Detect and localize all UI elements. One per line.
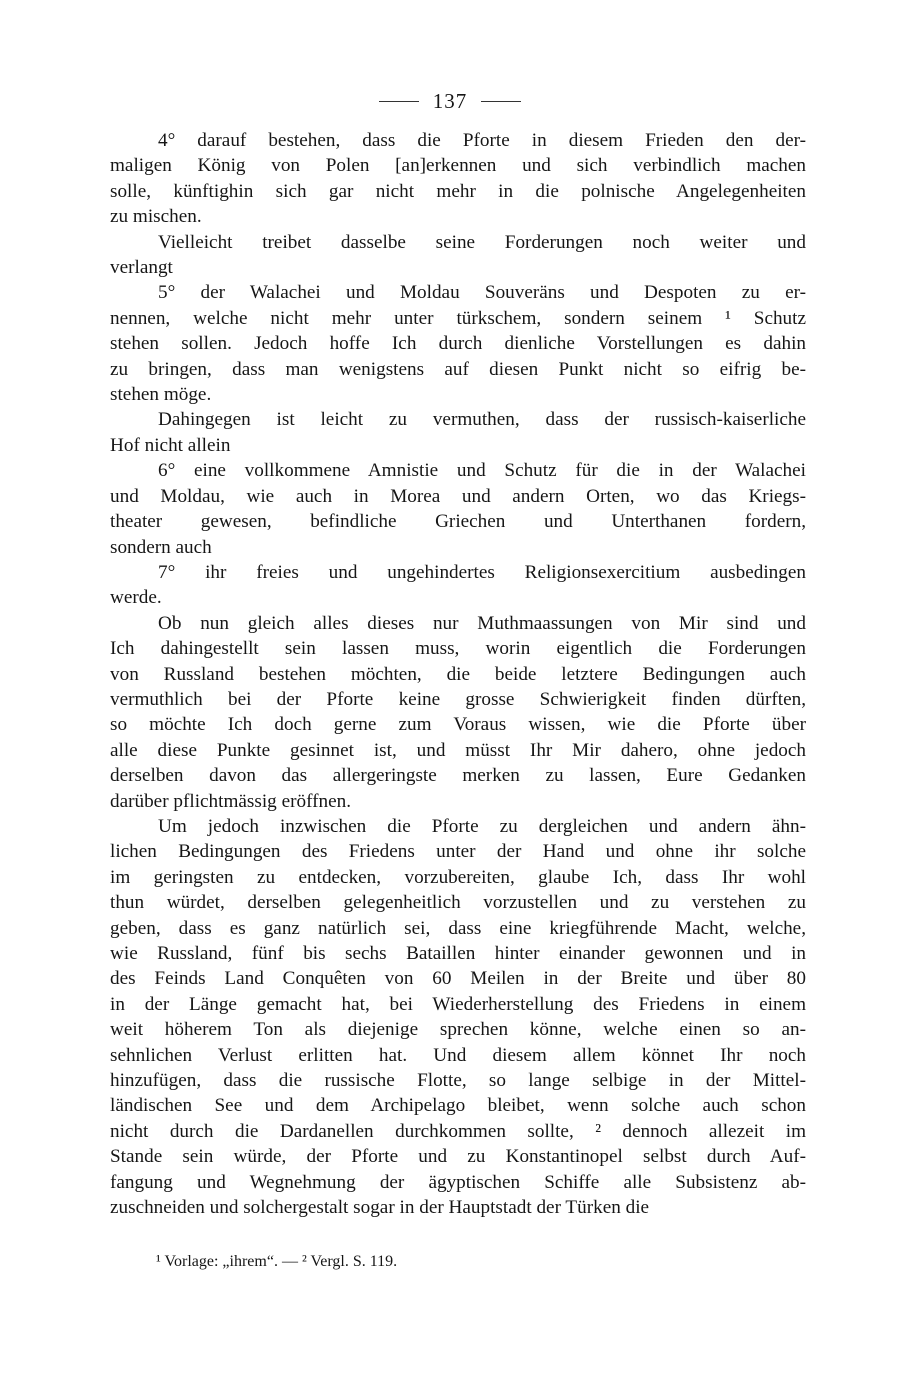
text-line: theater gewesen, befindliche Griechen und Unterthanen fordern, [110, 511, 806, 533]
text-line: Um jedoch inzwischen die Pforte zu dergleichen und andern ähn- [158, 815, 806, 837]
text-line: stehen möge. [110, 384, 212, 406]
paragraph [110, 407, 806, 458]
text-line: sehnlichen Verlust erlitten hat. Und diesem allem könnet Ihr noch [110, 1044, 806, 1066]
text-line: alle diese Punkte gesinnet ist, und müsst Ihr Mir dahero, ohne jedoch [110, 739, 806, 761]
text-line: darüber pflichtmässig eröffnen. [110, 790, 352, 812]
text-line: derselben davon das allergeringste merken zu lassen, Eure Gedanken [110, 765, 806, 787]
header-rule-right [481, 101, 521, 102]
text-line: Hof nicht allein [110, 434, 231, 456]
text-line: von Russland bestehen möchten, die beide letztere Bedingungen auch [110, 663, 806, 685]
text-line: 5° der Walachei und Moldau Souveräns und Despoten zu er- [158, 282, 806, 304]
page-header [0, 86, 900, 116]
text-line: des Feinds Land Conquêten von 60 Meilen in der Breite und über 80 [110, 968, 806, 990]
text-line: geben, dass es ganz natürlich sei, dass eine kriegführende Macht, welche, [110, 917, 806, 939]
text-line: Ich dahingestellt sein lassen muss, worin eigentlich die Forderungen [110, 638, 806, 660]
text-line: und Moldau, wie auch in Morea und andern Orten, wo das Kriegs- [110, 485, 806, 507]
text-line: ländischen See und dem Archipelago bleibet, wenn solche auch schon [110, 1095, 806, 1117]
text-line: maligen König von Polen [an]erkennen und sich verbindlich machen [110, 155, 806, 177]
text-line: 6° eine vollkommene Amnistie und Schutz für die in der Walachei [158, 460, 806, 482]
text-line: werde. [110, 587, 162, 609]
text-line: nennen, welche nicht mehr unter türkschem, sondern seinem ¹ Schutz [110, 307, 806, 329]
text-line: weit höherem Ton als diejenige sprechen könne, welche einen so an- [110, 1019, 806, 1041]
text-line: verlangt [110, 257, 173, 279]
text-line: 4° darauf bestehen, dass die Pforte in diesem Frieden den der- [158, 130, 806, 151]
paragraph [110, 814, 806, 1221]
paragraph [110, 230, 806, 281]
text-line: lichen Bedingungen des Friedens unter der Hand und ohne ihr solche [110, 841, 806, 863]
text-line: vermuthlich bei der Pforte keine grosse Schwierigkeit finden dürften, [110, 688, 806, 710]
footnote-text: ¹ Vorlage: „ihrem“. — ² Vergl. S. 119. [156, 1253, 398, 1270]
text-line: stehen sollen. Jedoch hoffe Ich durch dienliche Vorstellungen es dahin [110, 333, 806, 355]
text-line: Vielleicht treibet dasselbe seine Forderungen noch weiter und [158, 231, 806, 253]
text-line: so möchte Ich doch gerne zum Voraus wissen, wie die Pforte über [110, 714, 806, 736]
text-line: nicht durch die Dardanellen durchkommen sollte, ² dennoch allezeit im [110, 1120, 806, 1142]
text-line: Stande sein würde, der Pforte und zu Konstantinopel selbst durch Auf- [110, 1146, 806, 1168]
text-line: zuschneiden und solchergestalt sogar in der Hauptstadt der Türken die [110, 1197, 650, 1219]
text-line: zu bringen, dass man wenigstens auf diesen Punkt nicht so eifrig be- [110, 358, 806, 380]
paragraph [110, 280, 806, 407]
text-line: wie Russland, fünf bis sechs Bataillen hinter einander gewonnen und in [110, 943, 806, 964]
text-line: hinzufügen, dass die russische Flotte, so lange selbige in der Mittel- [110, 1070, 806, 1092]
page-number: 137 [432, 88, 468, 113]
paragraph [110, 611, 806, 814]
body-text [110, 128, 806, 1220]
footnotes [156, 1251, 397, 1273]
text-line: Ob nun gleich alles dieses nur Muthmaassungen von Mir sind und [158, 612, 806, 634]
text-line: im geringsten zu entdecken, vorzubereiten, glaube Ich, dass Ihr wohl [110, 866, 806, 888]
text-line: in der Länge gemacht hat, bei Wiederherstellung des Friedens in einem [110, 993, 806, 1015]
paragraph [110, 128, 806, 230]
text-line: 7° ihr freies und ungehindertes Religionsexercitium ausbedingen [158, 561, 806, 583]
text-line: solle, künftighin sich gar nicht mehr in die polnische Angelegenheiten [110, 180, 806, 202]
header-rule-left [379, 101, 419, 102]
paragraph [110, 458, 806, 560]
text-line: zu mischen. [110, 206, 202, 228]
text-line: Dahingegen ist leicht zu vermuthen, dass der russisch-kaiserliche [158, 409, 806, 431]
text-line: sondern auch [110, 536, 212, 558]
text-line: thun würdet, derselben gelegenheitlich vorzustellen und zu verstehen zu [110, 892, 806, 914]
paragraph [110, 560, 806, 611]
text-line: fangung und Wegnehmung der ägyptischen Schiffe alle Subsistenz ab- [110, 1171, 806, 1193]
